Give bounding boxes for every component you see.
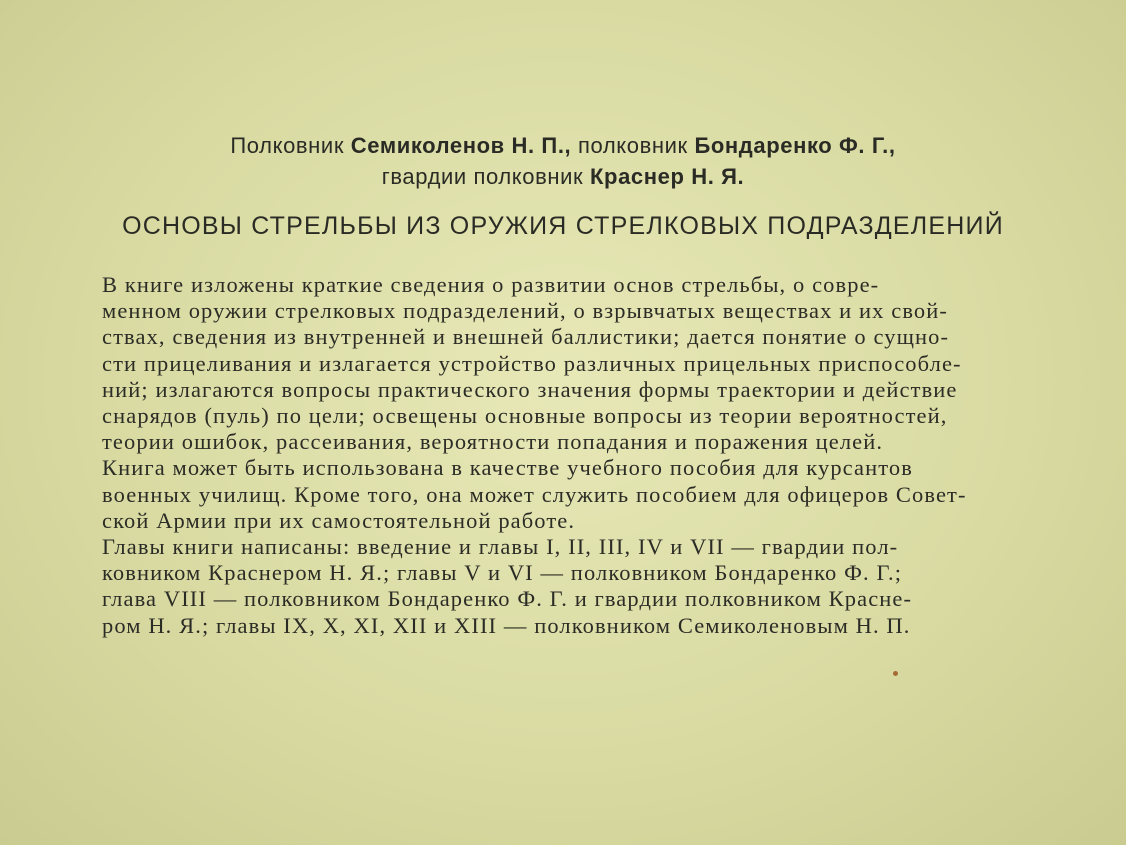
author-line-1 bbox=[0, 130, 1126, 161]
bleed-through-texture bbox=[290, 680, 910, 845]
text-line: снарядов (пуль) по цели; освещены основные вопросы из теории вероятностей, bbox=[102, 403, 948, 429]
text-line: военных училищ. Кроме того, она может служить пособием для офицеров Совет- bbox=[102, 481, 967, 507]
text-line: В книге изложены краткие сведения о развитии основ стрельбы, о совре- bbox=[102, 272, 880, 297]
author-line-2 bbox=[0, 161, 1126, 192]
annotation-text bbox=[82, 272, 1098, 639]
text-line: теории ошибок, рассеивания, вероятности попадания и поражения целей. bbox=[102, 429, 884, 455]
author-name: Краснер Н. Я. bbox=[590, 164, 745, 189]
text-line: сти прицеливания и излагается устройство различных прицельных приспособле- bbox=[102, 350, 962, 376]
book-title: ОСНОВЫ СТРЕЛЬБЫ ИЗ ОРУЖИЯ СТРЕЛКОВЫХ ПОДРАЗДЕЛЕНИЙ bbox=[122, 212, 1004, 240]
author-rank: гвардии полковник bbox=[381, 164, 584, 189]
text-line: ковником Краснером Н. Я.; главы V и VI — полковником Бондаренко Ф. Г.; bbox=[102, 560, 903, 586]
author-name: Семиколенов Н. П., bbox=[350, 133, 572, 158]
annotation-paragraph-2 bbox=[82, 455, 1098, 534]
annotation-paragraph-1 bbox=[82, 272, 1098, 455]
text-line: Книга может быть использована в качестве учебного пособия для курсантов bbox=[102, 455, 913, 481]
text-line: ром Н. Я.; главы IX, X, XI, XII и XIII — полковником Семиколеновым Н. П. bbox=[102, 612, 911, 638]
text-line: ской Армии при их самостоятельной работе. bbox=[102, 507, 576, 533]
author-block bbox=[0, 130, 1126, 192]
author-name: Бондаренко Ф. Г., bbox=[694, 133, 896, 158]
author-rank: Полковник bbox=[230, 133, 345, 158]
text-line: менном оружии стрелковых подразделений, о взрывчатых веществах и их свой- bbox=[102, 298, 948, 324]
annotation-paragraph-3 bbox=[82, 534, 1098, 639]
text-line: ствах, сведения из внутренней и внешней баллистики; дается понятие о сущно- bbox=[102, 324, 950, 350]
text-line: глава VIII — полковником Бондаренко Ф. Г. и гвардии полковником Красне- bbox=[102, 586, 913, 612]
text-line: ний; излагаются вопросы практического значения формы траектории и действие bbox=[102, 376, 958, 402]
paper-speck bbox=[893, 671, 898, 676]
text-line: Главы книги написаны: введение и главы I, II, III, IV и VII — гвардии пол- bbox=[102, 534, 899, 560]
author-rank: полковник bbox=[577, 133, 688, 158]
